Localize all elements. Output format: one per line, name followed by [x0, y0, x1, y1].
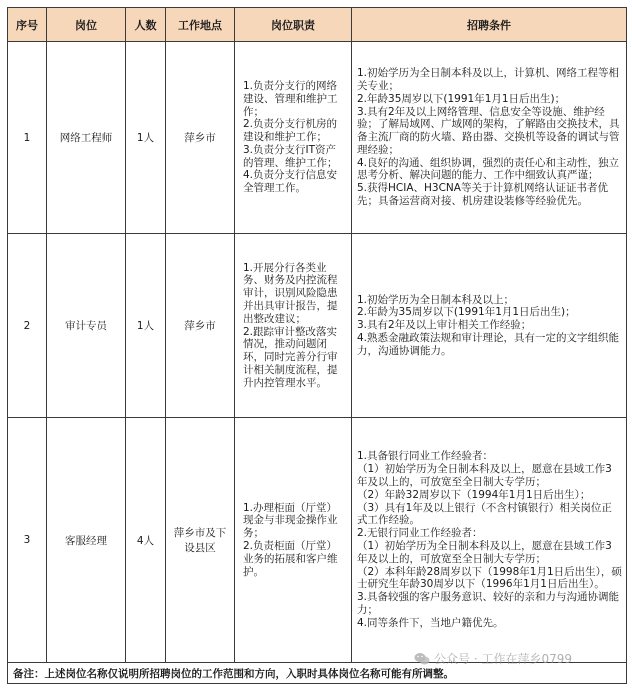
row-duties	[235, 42, 352, 234]
duty-line: 1.办理柜面（厅堂）现金与非现金操作业务；	[243, 501, 338, 540]
requirement-line: 4.同等条件下，当地户籍优先。	[357, 616, 504, 629]
duty-line: 2.负责分支行机房的建设和维护工作；	[243, 118, 338, 144]
watermark-text: 公众号 · 工作在萍乡0799	[434, 652, 572, 666]
row-requirements	[352, 42, 627, 234]
table-row	[8, 418, 627, 663]
duty-line: 4.负责分支行信息安全管理工作。	[243, 169, 338, 195]
duty-line: 2.负责柜面（厅堂）业务的拓展和客户维护。	[243, 540, 338, 578]
table-header-row	[8, 8, 627, 42]
row-count: 4人	[126, 418, 166, 663]
requirement-line: （3）具有1年及以上银行（不含村镇银行）相关岗位正式工作经验。	[357, 501, 612, 527]
row-no: 1	[8, 42, 47, 234]
requirement-line: 3.具有2年及以上网络管理、信息安全等设施、维护经验；了解局域网、广域网的架构，了解路由交换技术，具备主流厂商的防火墙、路由器、交换机等设备的调试与管理经验；	[357, 105, 620, 156]
requirement-line: 3.具有2年及以上审计相关工作经验；	[357, 319, 532, 332]
requirement-line: 1.具备银行同业工作经验者：	[357, 450, 494, 463]
requirement-line: （2）本科年龄28周岁以下（1998年1月1日后出生），硕士研究生年龄30周岁以下（1996年1月1日后出生）。	[357, 565, 622, 591]
requirement-line: 3.具备较强的客户服务意识、较好的亲和力与沟通协调能力；	[357, 591, 620, 616]
requirement-line: 1.初始学历为全日制本科及以上，计算机、网络工程等相关专业；	[357, 67, 620, 92]
requirement-line: 2.年龄35周岁以下(1991年1月1日后出生)；	[357, 92, 566, 105]
recruitment-table	[7, 7, 627, 684]
duty-line: 3.负责分支行IT资产的管理、维护工作；	[243, 143, 338, 169]
row-no: 3	[8, 418, 47, 663]
header-requirements: 招聘条件	[352, 8, 627, 42]
row-duties	[235, 418, 352, 663]
header-no: 序号	[8, 8, 47, 42]
requirement-line: （1）初始学历为全日制本科及以上，愿意在县域工作3年及以上的，可放宽至全日制大专学历；	[357, 463, 612, 489]
row-position: 网络工程师	[47, 42, 126, 234]
row-location: 萍乡市及下设县区	[166, 418, 235, 663]
table-row	[8, 42, 627, 234]
table-row	[8, 234, 627, 418]
requirement-line: 4.熟悉金融政策法规和审计理论，具有一定的文字组织能力，沟通协调能力。	[357, 331, 620, 357]
header-position: 岗位	[47, 8, 126, 42]
note-row	[8, 663, 627, 684]
row-requirements	[352, 418, 627, 663]
requirement-line: （1）初始学历为全日制本科及以上，愿意在县域工作3年及以上的，可放宽至全日制大专学历；	[357, 540, 612, 565]
duty-line: 2.跟踪审计整改落实情况，推动问题闭环，同时完善分行审计相关制度流程，提升内控管理水平。	[243, 325, 338, 389]
row-duties	[235, 234, 352, 418]
requirement-line: 2.无银行同业工作经验者：	[357, 527, 483, 540]
requirement-line: 4.良好的沟通、组织协调，强烈的责任心和主动性，独立思考分析、解决问题的能力、工作中细致认真严谨；	[357, 156, 620, 182]
duty-line: 1.开展分行各类业务、财务及内控流程审计，识别风险隐患并出具审计报告，提出整改建议；	[243, 261, 338, 325]
row-count: 1人	[126, 42, 166, 234]
row-requirements	[352, 234, 627, 418]
table-note: 备注：上述岗位名称仅说明所招聘岗位的工作范围和方向，入职时具体岗位名称可能有所调整。	[8, 663, 627, 684]
row-no: 2	[8, 234, 47, 418]
requirement-line: 5.获得HCIA、H3CNA等关于计算机网络认证证书者优先；具备运营商对接、机房建设装修等经验优先。	[357, 182, 608, 208]
row-location: 萍乡市	[166, 42, 235, 234]
duty-line: 1.负责分支行的网络建设、管理和维护工作；	[243, 79, 338, 118]
header-count: 人数	[126, 8, 166, 42]
header-duties: 岗位职责	[235, 8, 352, 42]
row-location: 萍乡市	[166, 234, 235, 418]
header-location: 工作地点	[166, 8, 235, 42]
requirement-line: 2.年龄为35周岁以下(1991年1月1日后出生)；	[357, 306, 576, 319]
row-count: 1人	[126, 234, 166, 418]
row-position: 客服经理	[47, 418, 126, 663]
row-position: 审计专员	[47, 234, 126, 418]
requirement-line: （2）年龄32周岁以下（1994年1月1日后出生）；	[357, 488, 591, 501]
requirement-line: 1.初始学历为全日制本科及以上；	[357, 293, 515, 306]
